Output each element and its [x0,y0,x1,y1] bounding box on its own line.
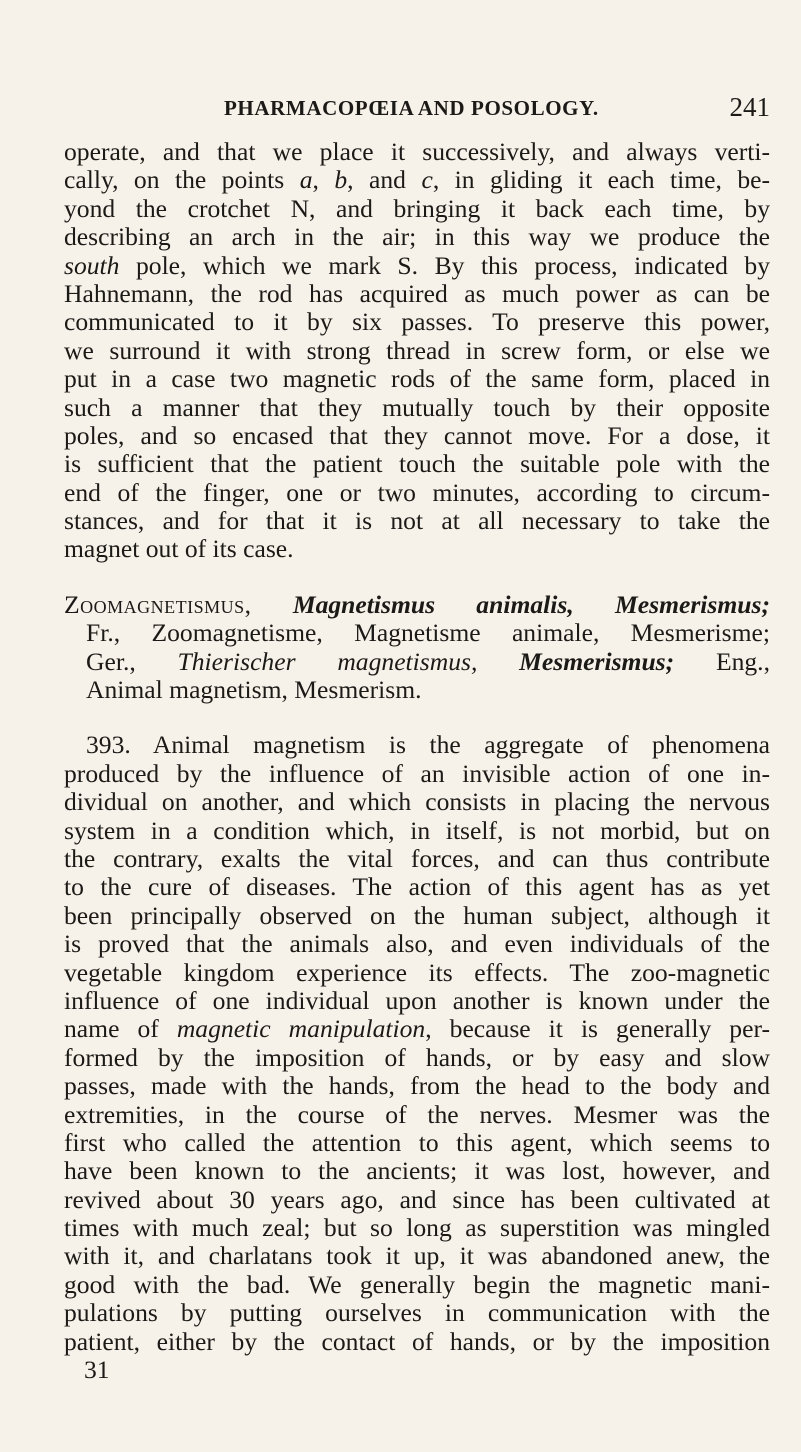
entry-lang-eng: Eng., [715,646,770,676]
text-line: formed by the imposition of hands, or by easy and slow [64,1042,770,1072]
text-line: is sufficient that the patient touch the suitable pole with the [64,449,770,479]
text-line: first who called the attention to this agent, which seems to [64,1127,770,1157]
entry-lang-ger: Ger., [86,646,136,676]
entry-german-name: Thierischer magnetismus, [177,646,478,676]
text-line: communicated to it by six passes. To preserve this power, [64,307,770,337]
running-head [224,92,784,126]
text-line: pulations by putting ourselves in communication with the [64,1298,770,1328]
text-line: passes, made with the hands, from the head to the body and [64,1071,770,1101]
text-line: dividual on another, and which consists in placing the nervous [64,787,770,817]
entry-term: Zoomagnetismus, [64,589,252,619]
text-line: put in a case two magnetic rods of the same form, placed in [64,364,770,394]
text-line: extremities, in the course of the nerves. Mesmer was the [64,1099,770,1129]
text-line: system in a condition which, in itself, is not morbid, but on [64,815,770,845]
text-line: produced by the influence of an invisible action of one in- [64,758,770,788]
page-number: 241 [729,92,770,122]
text-line: influence of one individual upon another is known under the [64,985,770,1015]
text-line: operate, and that we place it successively, and always verti- [64,137,770,166]
signature-mark: 31 [84,1355,110,1385]
entry-french-line: Fr., Zoomagnetisme, Magnetisme animale, Mesmerisme; [86,618,770,648]
text-line: with it, and charlatans took it up, it was abandoned anew, the [64,1241,770,1271]
text-line: is proved that the animals also, and even individuals of the [64,929,770,959]
text-line: been principally observed on the human subject, although it [64,900,770,930]
entry-german-line [64,648,770,676]
text-line: magnet out of its case. [64,534,294,564]
text-line: end of the finger, one or two minutes, according to circum- [64,477,770,507]
running-title: PHARMACOPŒIA AND POSOLOGY. [224,96,599,120]
text-line: patient, either by the contact of hands, or by the imposition [64,1326,770,1356]
entry-english-line: Animal magnetism, Mesmerism. [86,675,422,705]
paragraph-393 [64,731,770,1356]
text-line: cally, on the points a, b, and c, in gliding it each time, be- [64,165,771,195]
text-line: have been known to the ancients; it was lost, however, and [64,1156,770,1186]
text-line: the contrary, exalts the vital forces, and can thus contribute [64,843,770,873]
text-line: vegetable kingdom experience its effects. The zoo-magnetic [64,957,770,987]
text-line: stances, and for that it is not at all necessary to take the [64,506,770,536]
text-line: we surround it with strong thread in screw form, or else we [64,335,770,365]
text-line: Hahnemann, the rod has acquired as much power as can be [64,278,770,308]
text-line: south pole, which we mark S. By this process, indicated by [64,250,770,280]
entry-german-synonym: Mesmerismus; [519,646,675,676]
text-line: 393. Animal magnetism is the aggregate of phenomena [86,730,770,760]
text-line: times with much zeal; but so long as superstition was mingled [64,1213,770,1243]
text-line: poles, and so encased that they cannot move. For a dose, it [64,420,770,450]
entry-latin-synonym: Mesmerismus; [615,589,770,619]
entry-heading-line [64,591,770,619]
text-line: to the cure of diseases. The action of this agent has as yet [64,872,770,902]
entry-latin-name: Magnetismus animalis, [292,589,574,619]
text-line: name of magnetic manipulation, because it is generally per- [64,1014,770,1044]
text-line: such a manner that they mutually touch by their opposite [64,392,770,422]
text-line: good with the bad. We generally begin the magnetic mani- [64,1269,770,1299]
body-text [64,138,770,1384]
text-line: yond the crotchet N, and bringing it back each time, by [64,193,770,223]
text-line: revived about 30 years ago, and since has been cultivated at [64,1184,770,1214]
paragraph-continuation [64,138,770,564]
text-line: describing an arch in the air; in this way we produce the [64,222,770,252]
entry-heading [64,591,770,705]
